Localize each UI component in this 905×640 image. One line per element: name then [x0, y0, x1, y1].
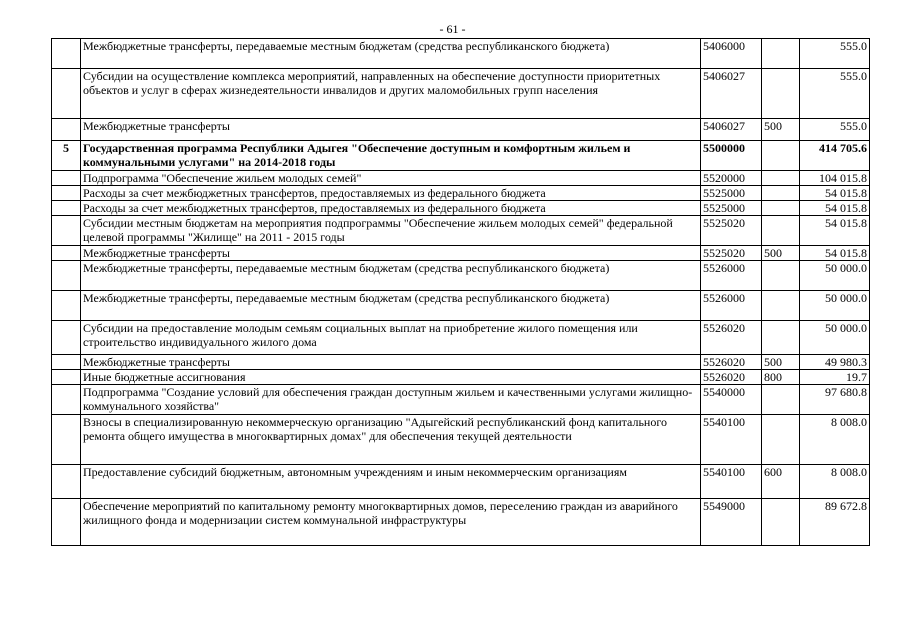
expense-type-cell: 800: [762, 370, 800, 385]
target-code-cell: 5520000: [701, 171, 762, 186]
expense-type-cell: [762, 291, 800, 321]
table-row: [52, 119, 870, 141]
budget-table: [51, 38, 870, 546]
row-number-cell: [52, 69, 81, 119]
expense-type-cell: 500: [762, 246, 800, 261]
item-name-cell: Межбюджетные трансферты: [81, 246, 701, 261]
item-name-cell: Субсидии местным бюджетам на мероприятия подпрограммы "Обеспечение жильем молодых семей" федеральной целевой программы "Жилище" на 2011 - 2015 годы: [81, 216, 701, 246]
row-number-cell: [52, 119, 81, 141]
row-number-cell: [52, 415, 81, 465]
amount-cell: 555.0: [800, 119, 870, 141]
target-code-cell: 5406027: [701, 69, 762, 119]
item-name-cell: Обеспечение мероприятий по капитальному ремонту многоквартирных домов, переселению граждан из аварийного жилищного фонда и модернизации систем коммунальной инфраструктуры: [81, 499, 701, 546]
expense-type-cell: [762, 39, 800, 69]
target-code-cell: 5526020: [701, 321, 762, 355]
expense-type-cell: [762, 171, 800, 186]
table-row: [52, 291, 870, 321]
amount-cell: 54 015.8: [800, 216, 870, 246]
row-number-cell: [52, 246, 81, 261]
row-number-cell: [52, 261, 81, 291]
amount-cell: 54 015.8: [800, 201, 870, 216]
target-code-cell: 5540000: [701, 385, 762, 415]
target-code-cell: 5525000: [701, 201, 762, 216]
row-number-cell: [52, 39, 81, 69]
amount-cell: 19.7: [800, 370, 870, 385]
target-code-cell: 5500000: [701, 141, 762, 171]
expense-type-cell: [762, 141, 800, 171]
row-number-cell: [52, 291, 81, 321]
table-row: [52, 39, 870, 69]
target-code-cell: 5540100: [701, 415, 762, 465]
expense-type-cell: 500: [762, 355, 800, 370]
item-name-cell: Межбюджетные трансферты, передаваемые местным бюджетам (средства республиканского бюджета): [81, 39, 701, 69]
expense-type-cell: 600: [762, 465, 800, 499]
target-code-cell: 5526020: [701, 370, 762, 385]
amount-cell: 97 680.8: [800, 385, 870, 415]
expense-type-cell: [762, 415, 800, 465]
table-row: [52, 186, 870, 201]
item-name-cell: Государственная программа Республики Адыгея "Обеспечение доступным и комфортным жильем и коммунальными услугами" на 2014-2018 годы: [81, 141, 701, 171]
target-code-cell: 5406000: [701, 39, 762, 69]
item-name-cell: Взносы в специализированную некоммерческую организацию "Адыгейский республиканский фонд капитального ремонта общего имущества в многоквартирных домах" для обеспечения текущей деятельности: [81, 415, 701, 465]
amount-cell: 89 672.8: [800, 499, 870, 546]
item-name-cell: Подпрограмма "Создание условий для обеспечения граждан доступным жильем и качественными услугами жилищно-коммунального хозяйства": [81, 385, 701, 415]
amount-cell: 555.0: [800, 39, 870, 69]
item-name-cell: Межбюджетные трансферты: [81, 355, 701, 370]
target-code-cell: 5526000: [701, 291, 762, 321]
row-number-cell: [52, 499, 81, 546]
row-number-cell: [52, 370, 81, 385]
table-row: [52, 141, 870, 171]
expense-type-cell: 500: [762, 119, 800, 141]
expense-type-cell: [762, 261, 800, 291]
row-number-cell: 5: [52, 141, 81, 171]
table-row: [52, 465, 870, 499]
item-name-cell: Субсидии на предоставление молодым семьям социальных выплат на приобретение жилого помещения или строительство индивидуального жилого дома: [81, 321, 701, 355]
table-row: [52, 201, 870, 216]
table-row: [52, 415, 870, 465]
target-code-cell: 5549000: [701, 499, 762, 546]
target-code-cell: 5525000: [701, 186, 762, 201]
target-code-cell: 5526000: [701, 261, 762, 291]
expense-type-cell: [762, 201, 800, 216]
table-row: [52, 69, 870, 119]
amount-cell: 50 000.0: [800, 261, 870, 291]
item-name-cell: Иные бюджетные ассигнования: [81, 370, 701, 385]
item-name-cell: Межбюджетные трансферты: [81, 119, 701, 141]
table-row: [52, 370, 870, 385]
target-code-cell: 5525020: [701, 216, 762, 246]
table-row: [52, 385, 870, 415]
table-row: [52, 171, 870, 186]
amount-cell: 54 015.8: [800, 186, 870, 201]
item-name-cell: Предоставление субсидий бюджетным, автономным учреждениям и иным некоммерческим организациям: [81, 465, 701, 499]
amount-cell: 54 015.8: [800, 246, 870, 261]
expense-type-cell: [762, 321, 800, 355]
budget-table-body: [52, 39, 870, 546]
row-number-cell: [52, 355, 81, 370]
row-number-cell: [52, 385, 81, 415]
item-name-cell: Межбюджетные трансферты, передаваемые местным бюджетам (средства республиканского бюджета): [81, 261, 701, 291]
row-number-cell: [52, 201, 81, 216]
table-row: [52, 246, 870, 261]
amount-cell: 49 980.3: [800, 355, 870, 370]
row-number-cell: [52, 321, 81, 355]
amount-cell: 555.0: [800, 69, 870, 119]
amount-cell: 8 008.0: [800, 465, 870, 499]
amount-cell: 8 008.0: [800, 415, 870, 465]
target-code-cell: 5406027: [701, 119, 762, 141]
table-row: [52, 321, 870, 355]
expense-type-cell: [762, 499, 800, 546]
amount-cell: 50 000.0: [800, 321, 870, 355]
expense-type-cell: [762, 69, 800, 119]
amount-cell: 104 015.8: [800, 171, 870, 186]
item-name-cell: Межбюджетные трансферты, передаваемые местным бюджетам (средства республиканского бюджета): [81, 291, 701, 321]
expense-type-cell: [762, 216, 800, 246]
expense-type-cell: [762, 385, 800, 415]
item-name-cell: Расходы за счет межбюджетных трансфертов, предоставляемых из федерального бюджета: [81, 186, 701, 201]
table-row: [52, 355, 870, 370]
row-number-cell: [52, 465, 81, 499]
table-row: [52, 261, 870, 291]
amount-cell: 50 000.0: [800, 291, 870, 321]
target-code-cell: 5525020: [701, 246, 762, 261]
table-row: [52, 499, 870, 546]
item-name-cell: Расходы за счет межбюджетных трансфертов, предоставляемых из федерального бюджета: [81, 201, 701, 216]
amount-cell: 414 705.6: [800, 141, 870, 171]
expense-type-cell: [762, 186, 800, 201]
table-row: [52, 216, 870, 246]
row-number-cell: [52, 171, 81, 186]
item-name-cell: Субсидии на осуществление комплекса мероприятий, направленных на обеспечение доступности приоритетных объектов и услуг в сферах жизнедеятельности инвалидов и других маломобильных групп населения: [81, 69, 701, 119]
item-name-cell: Подпрограмма "Обеспечение жильем молодых семей": [81, 171, 701, 186]
row-number-cell: [52, 186, 81, 201]
target-code-cell: 5540100: [701, 465, 762, 499]
row-number-cell: [52, 216, 81, 246]
page-number: - 61 -: [439, 22, 466, 36]
target-code-cell: 5526020: [701, 355, 762, 370]
